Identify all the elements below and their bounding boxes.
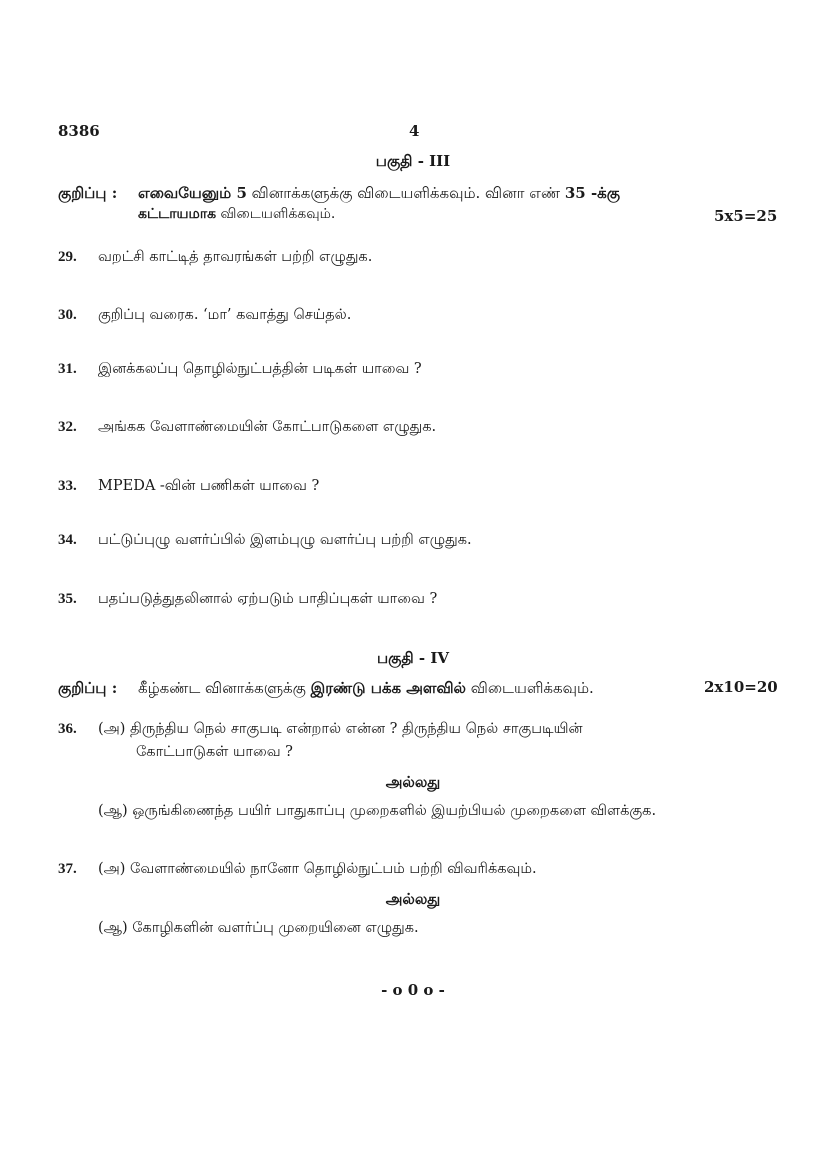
question-36-a: 36. (அ) திருந்திய நெல் சாகுபடி என்றால் என்ன ? திருந்திய நெல் சாகுபடியின் — [58, 721, 583, 737]
question-36-a-cont: கோட்பாடுகள் யாவை ? — [136, 744, 293, 760]
part4-note: குறிப்பு : கீழ்கண்ட வினாக்களுக்கு இரண்டு பக்க அளவில் விடையளிக்கவும். — [58, 679, 594, 697]
page-number: 4 — [409, 122, 420, 140]
question-30: 30. குறிப்பு வரைக. ‘மா’ கவாத்து செய்தல். — [58, 307, 352, 323]
part3-note: குறிப்பு : எவையேனும் 5 வினாக்களுக்கு விடையளிக்கவும். வினா எண் 35 -க்கு — [58, 184, 621, 202]
question-33: 33. MPEDA -வின் பணிகள் யாவை ? — [58, 478, 320, 494]
question-29: 29. வறட்சி காட்டித் தாவரங்கள் பற்றி எழுதுக. — [58, 249, 373, 265]
part4-title: பகுதி - IV — [376, 649, 450, 667]
part3-title: பகுதி - III — [375, 152, 451, 170]
end-mark: - o 0 o - — [381, 981, 445, 999]
question-34: 34. பட்டுப்புழு வளர்ப்பில் இளம்புழு வளர்ப்பு பற்றி எழுதுக. — [58, 532, 472, 548]
part4-marks: 2x10=20 — [704, 678, 778, 696]
note-label: குறிப்பு : — [58, 679, 118, 697]
or-label-37: அல்லது — [385, 890, 441, 908]
note-label: குறிப்பு : — [58, 184, 118, 202]
question-37-b: (ஆ) கோழிகளின் வளர்ப்பு முறையினை எழுதுக. — [98, 920, 419, 936]
question-36-b: (ஆ) ஒருங்கிணைந்த பயிர் பாதுகாப்பு முறைகளில் இயற்பியல் முறைகளை விளக்குக. — [98, 803, 657, 819]
paper-code: 8386 — [58, 122, 100, 140]
or-label-36: அல்லது — [385, 773, 441, 791]
part3-marks: 5x5=25 — [714, 207, 778, 225]
question-31: 31. இனக்கலப்பு தொழில்நுட்பத்தின் படிகள் யாவை ? — [58, 361, 422, 377]
question-35: 35. பதப்படுத்துதலினால் ஏற்படும் பாதிப்புகள் யாவை ? — [58, 591, 438, 607]
question-37-a: 37. (அ) வேளாண்மையில் நானோ தொழில்நுட்பம் பற்றி விவரிக்கவும். — [58, 861, 537, 877]
part3-note-line2: கட்டாயமாக விடையளிக்கவும். — [138, 206, 336, 222]
question-32: 32. அங்கக வேளாண்மையின் கோட்பாடுகளை எழுதுக. — [58, 419, 437, 435]
